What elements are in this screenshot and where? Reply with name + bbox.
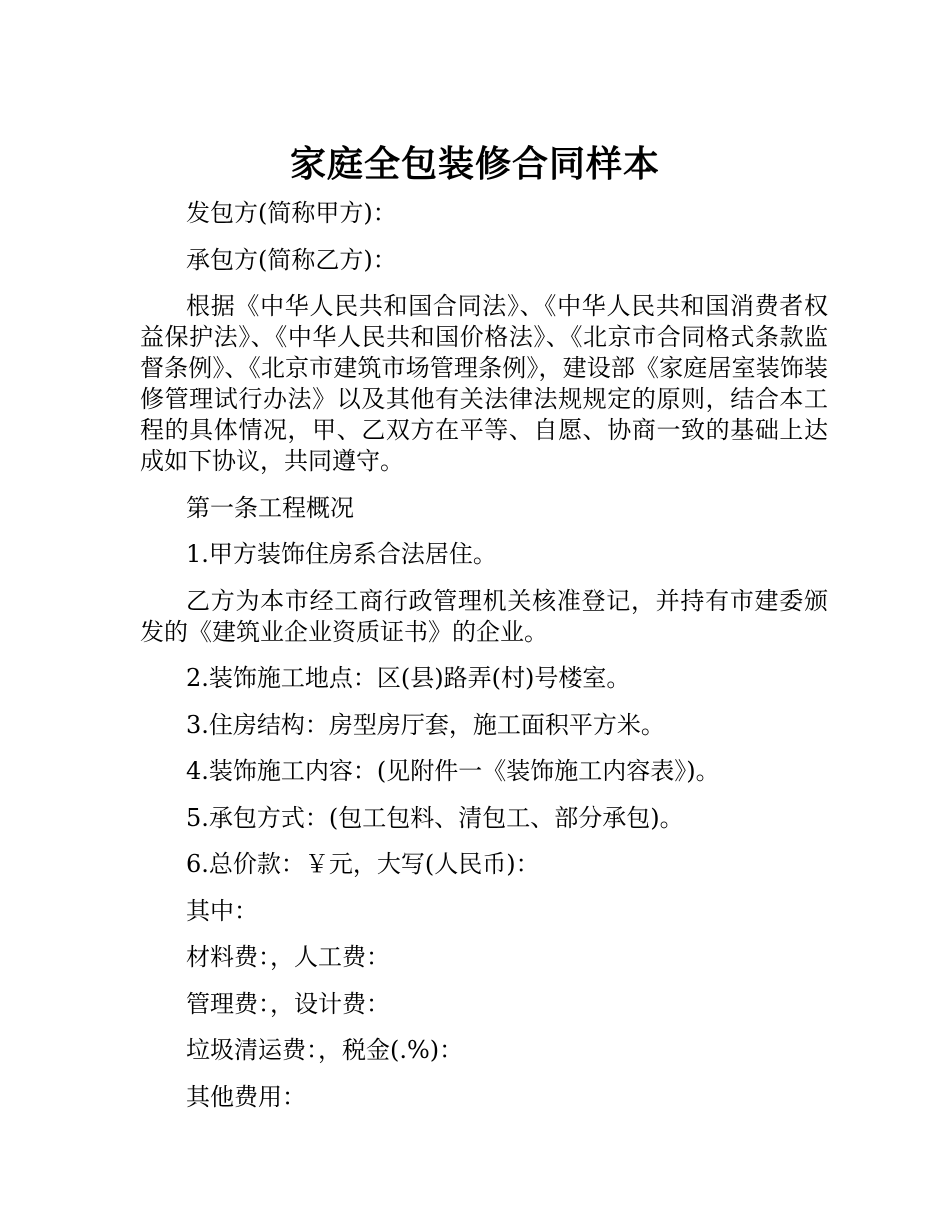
document-body [140, 198, 828, 1128]
clause-1-item: 1.甲方装饰住房系合法居住。 [186, 540, 497, 568]
breakdown-heading: 其中： [186, 896, 258, 925]
party-a-line: 发包方(简称甲方)： [186, 199, 397, 227]
fee-line-management-design: 管理费：，设计费： [186, 989, 390, 1018]
contractor-qualification-paragraph: 乙方为本市经工商行政管理机关核准登记，并持有市建委颁发的《建筑业企业资质证书》的企业。 [140, 586, 828, 646]
clause-6-item: 6.总价款：￥元，大写(人民币)： [186, 850, 540, 878]
clause-3-item: 3.住房结构：房型房厅套，施工面积平方米。 [186, 710, 665, 739]
clause-5-item: 5.承包方式：(包工包料、清包工、部分承包)。 [186, 803, 684, 832]
fee-line-waste-tax: 垃圾清运费：，税金(.%)： [186, 1036, 464, 1064]
fee-line-other: 其他费用： [186, 1082, 306, 1111]
fee-line-material-labor: 材料费：，人工费： [186, 943, 390, 971]
clause-4-item: 4.装饰施工内容：(见附件一《装饰施工内容表》)。 [186, 757, 720, 785]
legal-basis-paragraph: 根据《中华人民共和国合同法》、《中华人民共和国消费者权益保护法》、《中华人民共和国价格法》、《北京市合同格式条款监督条例》、《北京市建筑市场管理条例》，建设部《家庭居室装饰装修管理试行办法》以及其他有关法律法规规定的原则，结合本工程的具体情况，甲、乙双方在平等、自愿、协商一致的基础上达成如下协议，共同遵守。 [140, 292, 828, 475]
document-title: 家庭全包装修合同样本 [289, 144, 660, 186]
article-1-heading: 第一条工程概况 [186, 493, 354, 522]
party-b-line: 承包方(简称乙方)： [186, 245, 397, 274]
clause-2-item: 2.装饰施工地点：区(县)路弄(村)号楼室。 [186, 664, 631, 692]
